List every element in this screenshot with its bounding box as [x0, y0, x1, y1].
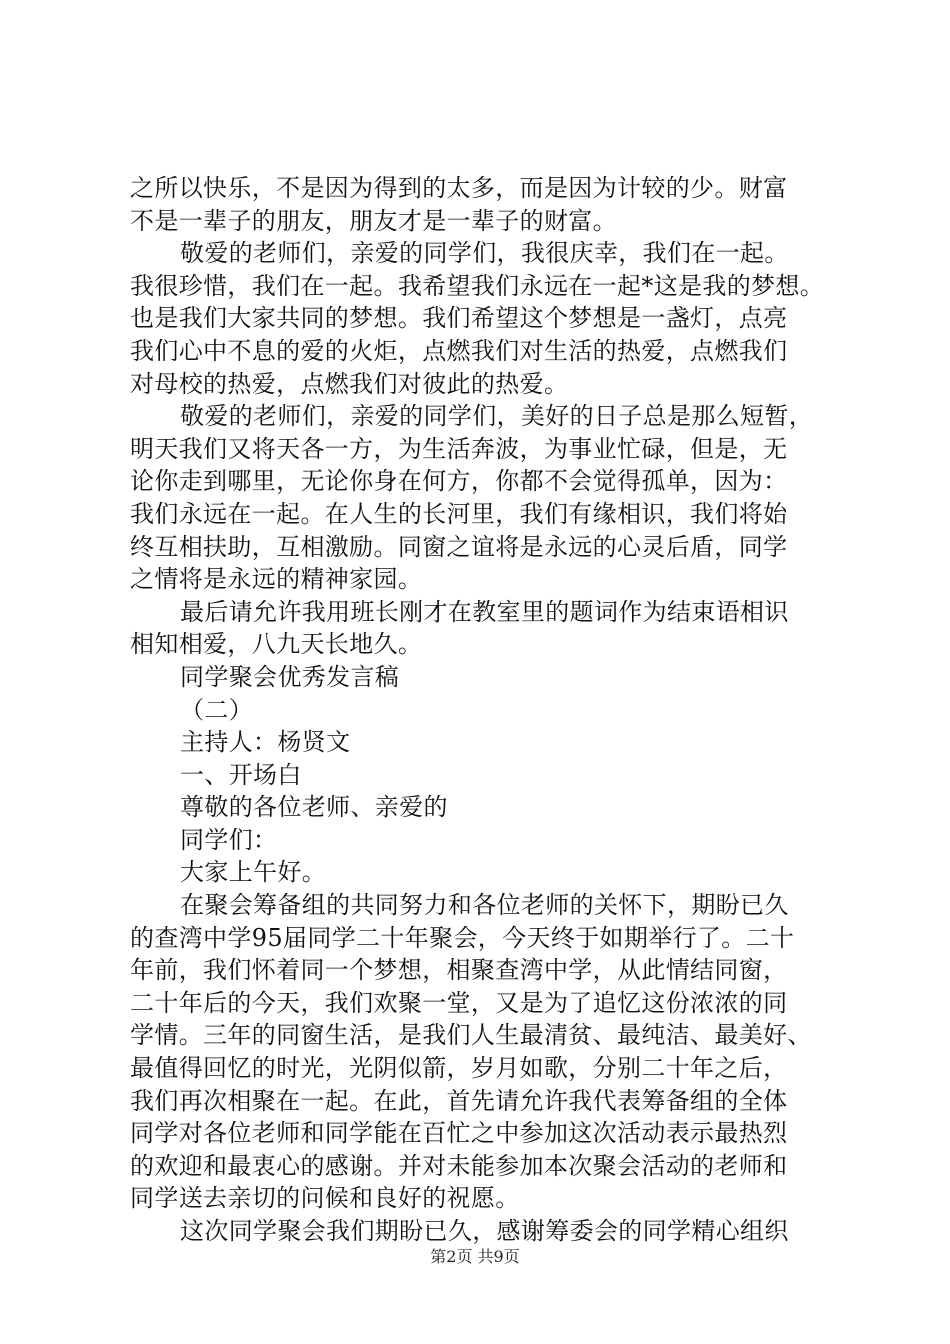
text-line: 之情将是永远的精神家园。 — [130, 565, 423, 594]
text-line: 我们心中不息的爱的火炬，点燃我们对生活的热爱，点燃我们 — [130, 336, 788, 365]
text-line: 对母校的热爱，点燃我们对彼此的热爱。 — [130, 369, 569, 398]
text-line: 年前，我们怀着同一个梦想，相聚查湾中学，从此情结同窗， — [130, 956, 788, 985]
text-line: 同学们： — [180, 825, 278, 854]
page-footer: 第2页 共9页 — [430, 1247, 520, 1266]
text-line: 同学对各位老师和同学能在百忙之中参加这次活动表示最热烈 — [130, 1119, 788, 1148]
text-line: 相知相爱，八九天长地久。 — [130, 630, 423, 659]
text-line: 一、开场白 — [180, 760, 302, 789]
text-line: 主持人：杨贤文 — [180, 728, 351, 757]
text-line: 论你走到哪里，无论你身在何方，你都不会觉得孤单，因为： — [130, 467, 788, 496]
text-line: 同学送去亲切的问候和良好的祝愿。 — [130, 1184, 520, 1213]
text-line: 大家上午好。 — [180, 858, 327, 887]
text-line: 之所以快乐，不是因为得到的太多，而是因为计较的少。财富 — [130, 174, 788, 202]
text-line: 二十年后的今天，我们欢聚一堂，又是为了追忆这份浓浓的同 — [130, 988, 788, 1017]
text-line: （二） — [180, 695, 254, 724]
text-line: 我们永远在一起。在人生的长河里，我们有缘相识，我们将始 — [130, 499, 788, 528]
text-line: 的欢迎和最衷心的感谢。并对未能参加本次聚会活动的老师和 — [130, 1151, 788, 1180]
text-line: 最值得回忆的时光，光阴似箭，岁月如歌，分别二十年之后， — [130, 1054, 788, 1083]
text-line: 不是一辈子的朋友，朋友才是一辈子的财富。 — [130, 206, 617, 235]
text-line: 的查湾中学95届同学二十年聚会，今天终于如期举行了。二十 — [130, 923, 795, 952]
text-line: 最后请允许我用班长刚才在教室里的题词作为结束语相识 — [180, 597, 789, 626]
text-line: 学情。三年的同窗生活，是我们人生最清贫、最纯洁、最美好、 — [130, 1021, 812, 1050]
text-line: 也是我们大家共同的梦想。我们希望这个梦想是一盏灯，点亮 — [130, 304, 788, 333]
text-line: 这次同学聚会我们期盼已久，感谢筹委会的同学精心组织 — [180, 1217, 789, 1245]
text-line: 明天我们又将天各一方，为生活奔波，为事业忙碌，但是，无 — [130, 434, 788, 463]
text-line: 敬爱的老师们，亲爱的同学们，美好的日子总是那么短暂， — [180, 402, 814, 431]
text-line: 尊敬的各位老师、亲爱的 — [180, 793, 448, 822]
text-line: 同学聚会优秀发言稿 — [180, 662, 400, 691]
text-line: 终互相扶助，互相激励。同窗之谊将是永远的心灵后盾，同学 — [130, 532, 788, 561]
text-line: 我很珍惜，我们在一起。我希望我们永远在一起*这是我的梦想。 — [130, 271, 825, 300]
text-line: 在聚会筹备组的共同努力和各位老师的关怀下，期盼已久 — [180, 891, 789, 920]
text-line: 敬爱的老师们，亲爱的同学们，我很庆幸，我们在一起。 — [180, 239, 789, 268]
document-body — [130, 172, 850, 1248]
text-line: 我们再次相聚在一起。在此，首先请允许我代表筹备组的全体 — [130, 1086, 788, 1115]
